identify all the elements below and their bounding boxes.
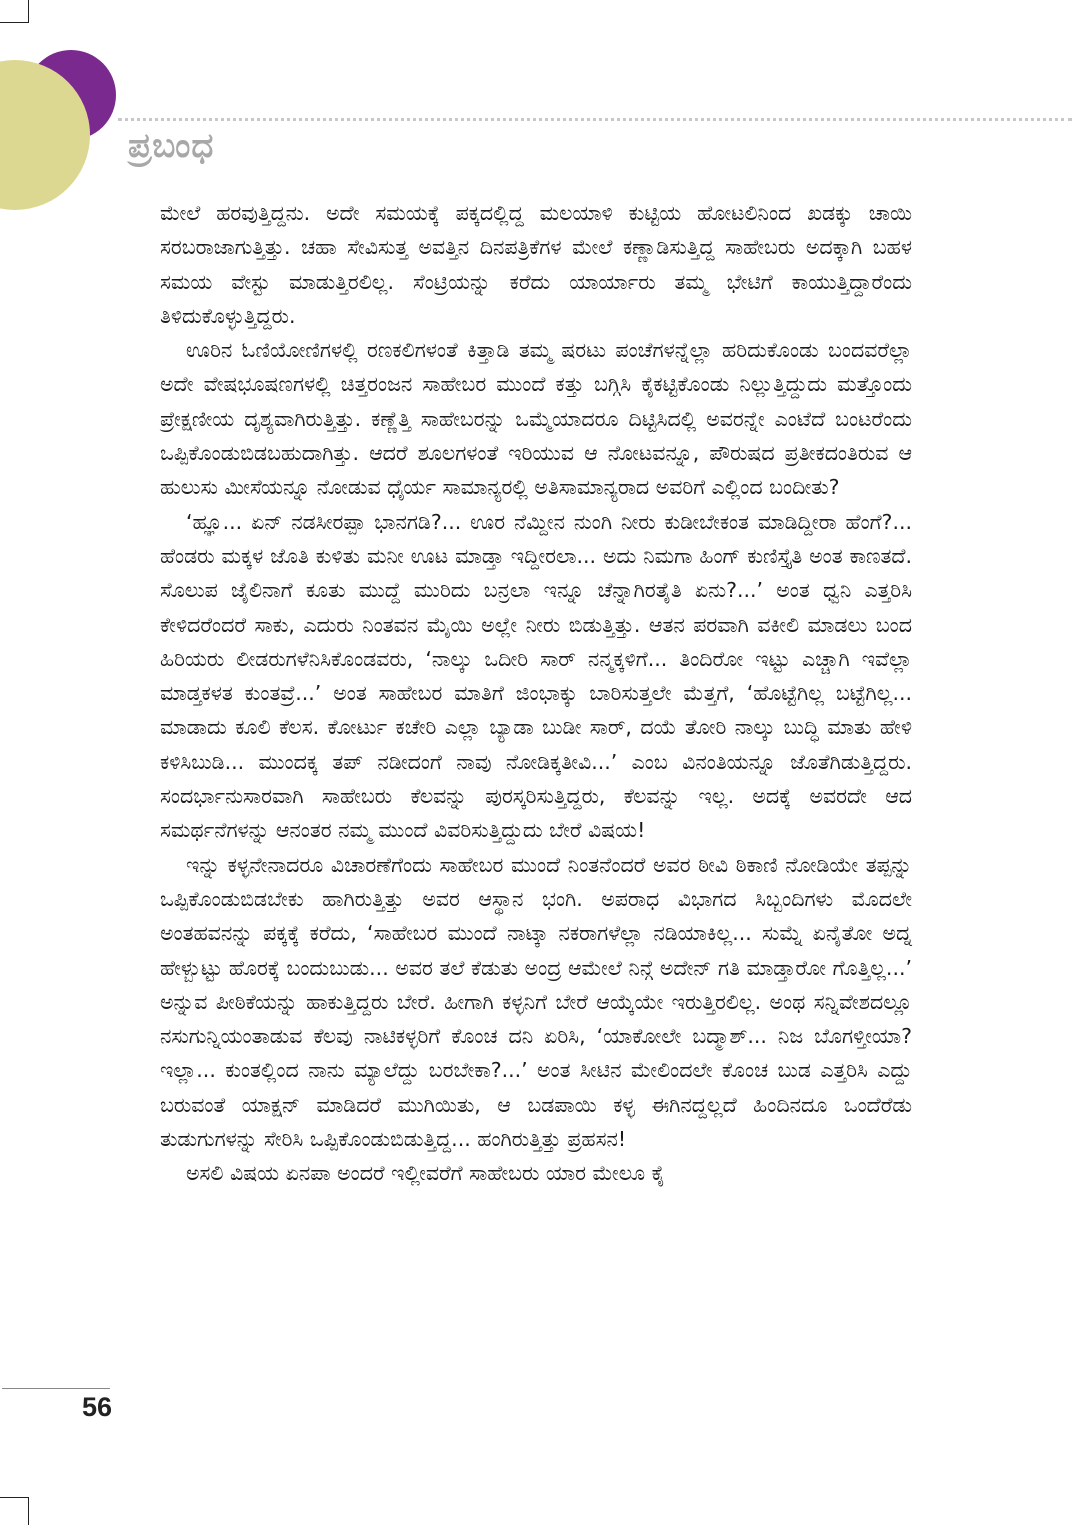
crop-mark-top-vertical xyxy=(28,0,29,22)
section-title: ಪ್ರಬಂಧ xyxy=(128,126,215,166)
crop-mark-top-horizontal xyxy=(0,22,29,23)
paragraph-2: ಊರಿನ ಓಣಿಯೋಣಿಗಳಲ್ಲಿ ರಣಕಲಿಗಳಂತೆ ಕಿತ್ತಾಡಿ ತಮ್ಮ ಷರಟು ಪಂಚೆಗಳನ್ನೆಲ್ಲಾ ಹರಿದುಕೊಂಡು ಬಂದವರೆಲ್ಲಾ ಅದೇ ವೇಷಭೂಷಣಗಳಲ್ಲಿ ಚಿತ್ತರಂಜನ ಸಾಹೇಬರ ಮುಂದೆ ಕತ್ತು ಬಗ್ಗಿಸಿ ಕೈಕಟ್ಟಿಕೊಂಡು ನಿಲ್ಲುತ್ತಿದ್ದುದು ಮತ್ತೊಂದು ಪ್ರೇಕ್ಷಣೀಯ ದೃಶ್ಯವಾಗಿರುತ್ತಿತ್ತು. ಕಣ್ಣೆತ್ತಿ ಸಾಹೇಬರನ್ನು ಒಮ್ಮೆಯಾದರೂ ದಿಟ್ಟಿಸಿದಲ್ಲಿ ಅವರನ್ನೇ ಎಂಟೆದೆ ಬಂಟರೆಂದು ಒಪ್ಪಿಕೊಂಡುಬಿಡಬಹುದಾಗಿತ್ತು. ಆದರೆ ಶೂಲಗಳಂತೆ ಇರಿಯುವ ಆ ನೋಟವನ್ನೂ, ಪೌರುಷದ ಪ್ರತೀಕದಂತಿರುವ ಆ ಹುಲುಸು ಮೀಸೆಯನ್ನೂ ನೋಡುವ ಧೈರ್ಯ ಸಾಮಾನ್ಯರಲ್ಲಿ ಅತಿಸಾಮಾನ್ಯರಾದ ಅವರಿಗೆ ಎಲ್ಲಿಂದ ಬಂದೀತು? xyxy=(160,338,912,500)
header-dotted-rule xyxy=(118,118,1072,121)
article-body xyxy=(160,196,912,1191)
page-number: 56 xyxy=(82,1392,113,1422)
paragraph-4: ಇನ್ನು ಕಳ್ಳನೇನಾದರೂ ವಿಚಾರಣೆಗೆಂದು ಸಾಹೇಬರ ಮುಂದೆ ನಿಂತನೆಂದರೆ ಅವರ ಠೀವಿ ಠಿಕಾಣಿ ನೋಡಿಯೇ ತಪ್ಪನ್ನು ಒಪ್ಪಿಕೊಂಡುಬಿಡಬೇಕು ಹಾಗಿರುತ್ತಿತ್ತು ಅವರ ಆಸ್ಥಾನ ಭಂಗಿ. ಅಪರಾಧ ವಿಭಾಗದ ಸಿಬ್ಬಂದಿಗಳು ಮೊದಲೇ ಅಂತಹವನನ್ನು ಪಕ್ಕಕ್ಕೆ ಕರೆದು, ‘ಸಾಹೇಬರ ಮುಂದೆ ನಾಟ್ಕಾ ನಕರಾಗಳೆಲ್ಲಾ ನಡಿಯಾಕಿಲ್ಲ... ಸುಮ್ನೆ ಏನೈತೋ ಅದ್ನ ಹೇಳ್ಬುಟ್ಟು ಹೊರಕ್ಕೆ ಬಂದುಬುಡು... ಅವರ ತಲೆ ಕೆಡುತು ಅಂದ್ರ ಆಮೇಲೆ ನಿನ್ಗೆ ಅದೇನ್ ಗತಿ ಮಾಡ್ತಾರೋ ಗೊತ್ತಿಲ್ಲ...’ ಅನ್ನುವ ಪೀಠಿಕೆಯನ್ನು ಹಾಕುತ್ತಿದ್ದರು ಬೇರೆ. ಹೀಗಾಗಿ ಕಳ್ಳನಿಗೆ ಬೇರೆ ಆಯ್ಕೆಯೇ ಇರುತ್ತಿರಲಿಲ್ಲ. ಅಂಥ ಸನ್ನಿವೇಶದಲ್ಲೂ ನಸುಗುನ್ನಿಯಂತಾಡುವ ಕೆಲವು ನಾಟಿಕಳ್ಳರಿಗೆ ಕೊಂಚ ದನಿ ಏರಿಸಿ, ‘ಯಾಕೋಲೇ ಬದ್ಮಾಶ್... ನಿಜ ಬೊಗಳ್ತೀಯಾ? ಇಲ್ಲಾ... ಕುಂತಲ್ಲಿಂದ ನಾನು ಮ್ಯಾಲೆದ್ದು ಬರಬೇಕಾ?...’ ಅಂತ ಸೀಟಿನ ಮೇಲಿಂದಲೇ ಕೊಂಚ ಬುಡ ಎತ್ತರಿಸಿ ಎದ್ದು ಬರುವಂತೆ ಯಾಕ್ಷನ್ ಮಾಡಿದರೆ ಮುಗಿಯಿತು, ಆ ಬಡಪಾಯಿ ಕಳ್ಳ ಈಗಿನದ್ದಲ್ಲದೆ ಹಿಂದಿನದೂ ಒಂದೆರೆಡು ತುಡುಗುಗಳನ್ನು ಸೇರಿಸಿ ಒಪ್ಪಿಕೊಂಡುಬಿಡುತ್ತಿದ್ದ... ಹಂಗಿರುತ್ತಿತ್ತು ಪ್ರಹಸನ! xyxy=(160,852,912,1152)
paragraph-3: ‘ಹ್ಞೂ... ಏನ್ ನಡಸೀರಪ್ಪಾ ಭಾನಗಡಿ?... ಊರ ನೆಮ್ದೀನ ನುಂಗಿ ನೀರು ಕುಡೀಬೇಕಂತ ಮಾಡಿದ್ದೀರಾ ಹೆಂಗೆ?... ಹೆಂಡರು ಮಕ್ಕಳ ಜೊತಿ ಕುಳಿತು ಮನೀ ಊಟ ಮಾಡ್ತಾ ಇದ್ದೀರಲಾ... ಅದು ನಿಮಗಾ ಹಿಂಗ್ ಕುಣಿಸ್ತೈತಿ ಅಂತ ಕಾಣತದೆ. ಸೊಲುಪ ಜೈಲಿನಾಗೆ ಕೂತು ಮುದ್ದೆ ಮುರಿದು ಬನ್ರಲಾ ಇನ್ನೂ ಚೆನ್ನಾಗಿರತೈತಿ ಏನು?...’ ಅಂತ ಧ್ವನಿ ಎತ್ತರಿಸಿ ಕೇಳಿದರೆಂದರೆ ಸಾಕು, ಎದುರು ನಿಂತವನ ಮೈಯಿ ಅಲ್ಲೇ ನೀರು ಬಿಡುತ್ತಿತ್ತು. ಆತನ ಪರವಾಗಿ ವಕೀಲಿ ಮಾಡಲು ಬಂದ ಹಿರಿಯರು ಲೀಡರುಗಳೆನಿಸಿಕೊಂಡವರು, ‘ನಾಲ್ಕು ಒದೀರಿ ಸಾರ್ ನನ್ಮಕ್ಕಳಿಗೆ... ತಿಂದಿರೋ ಇಟ್ಟು ಎಚ್ಚಾಗಿ ಇವೆಲ್ಲಾ ಮಾಡ್ತಕಳತ ಕುಂತವ್ರೆ...’ ಅಂತ ಸಾಹೇಬರ ಮಾತಿಗೆ ಜಿಂಭಾಕ್ಕು ಬಾರಿಸುತ್ತಲೇ ಮೆತ್ತಗೆ, ‘ಹೊಟ್ಟೆಗಿಲ್ಲ ಬಟ್ಟೆಗಿಲ್ಲ... ಮಾಡಾದು ಕೂಲಿ ಕೆಲಸ. ಕೋರ್ಟು ಕಚೇರಿ ಎಲ್ಲಾ ಬ್ಯಾಡಾ ಬುಡೀ ಸಾರ್, ದಯೆ ತೋರಿ ನಾಲ್ಕು ಬುದ್ಧಿ ಮಾತು ಹೇಳಿ ಕಳಿಸಿಬುಡಿ... ಮುಂದಕ್ಕ ತಪ್ ನಡೀದಂಗೆ ನಾವು ನೋಡಿಕ್ಕತೀವಿ...’ ಎಂಬ ವಿನಂತಿಯನ್ನೂ ಜೊತೆಗಿಡುತ್ತಿದ್ದರು. ಸಂದರ್ಭಾನುಸಾರವಾಗಿ ಸಾಹೇಬರು ಕೆಲವನ್ನು ಪುರಸ್ಕರಿಸುತ್ತಿದ್ದರು, ಕೆಲವನ್ನು ಇಲ್ಲ. ಅದಕ್ಕೆ ಅವರದೇ ಆದ ಸಮರ್ಥನೆಗಳನ್ನು ಆನಂತರ ನಮ್ಮ ಮುಂದೆ ವಿವರಿಸುತ್ತಿದ್ದುದು ಬೇರೆ ವಿಷಯ! xyxy=(160,509,912,843)
crop-mark-bottom-vertical xyxy=(28,1497,29,1525)
crop-mark-bottom-horizontal xyxy=(0,1497,29,1498)
footer-rule xyxy=(2,1388,110,1389)
paragraph-5: ಅಸಲಿ ವಿಷಯ ಏನಪಾ ಅಂದರೆ ಇಲ್ಲೀವರೆಗೆ ಸಾಹೇಬರು ಯಾರ ಮೇಲೂ ಕೈ xyxy=(186,1161,666,1186)
paragraph-1: ಮೇಲೆ ಹರವುತ್ತಿದ್ದನು. ಅದೇ ಸಮಯಕ್ಕೆ ಪಕ್ಕದಲ್ಲಿದ್ದ ಮಲಯಾಳಿ ಕುಟ್ಟಿಯ ಹೋಟಲಿನಿಂದ ಖಡಕ್ಕು ಚಾಯಿ ಸರಬರಾಜಾಗುತ್ತಿತ್ತು. ಚಹಾ ಸೇವಿಸುತ್ತ ಅವತ್ತಿನ ದಿನಪತ್ರಿಕೆಗಳ ಮೇಲೆ ಕಣ್ಣಾಡಿಸುತ್ತಿದ್ದ ಸಾಹೇಬರು ಅದಕ್ಕಾಗಿ ಬಹಳ ಸಮಯ ವೇಸ್ಟು ಮಾಡುತ್ತಿರಲಿಲ್ಲ. ಸೆಂಟ್ರಿಯನ್ನು ಕರೆದು ಯಾರ್ಯಾರು ತಮ್ಮ ಭೇಟಿಗೆ ಕಾಯುತ್ತಿದ್ದಾರೆಂದು ತಿಳಿದುಕೊಳ್ಳುತ್ತಿದ್ದರು. xyxy=(160,201,912,328)
